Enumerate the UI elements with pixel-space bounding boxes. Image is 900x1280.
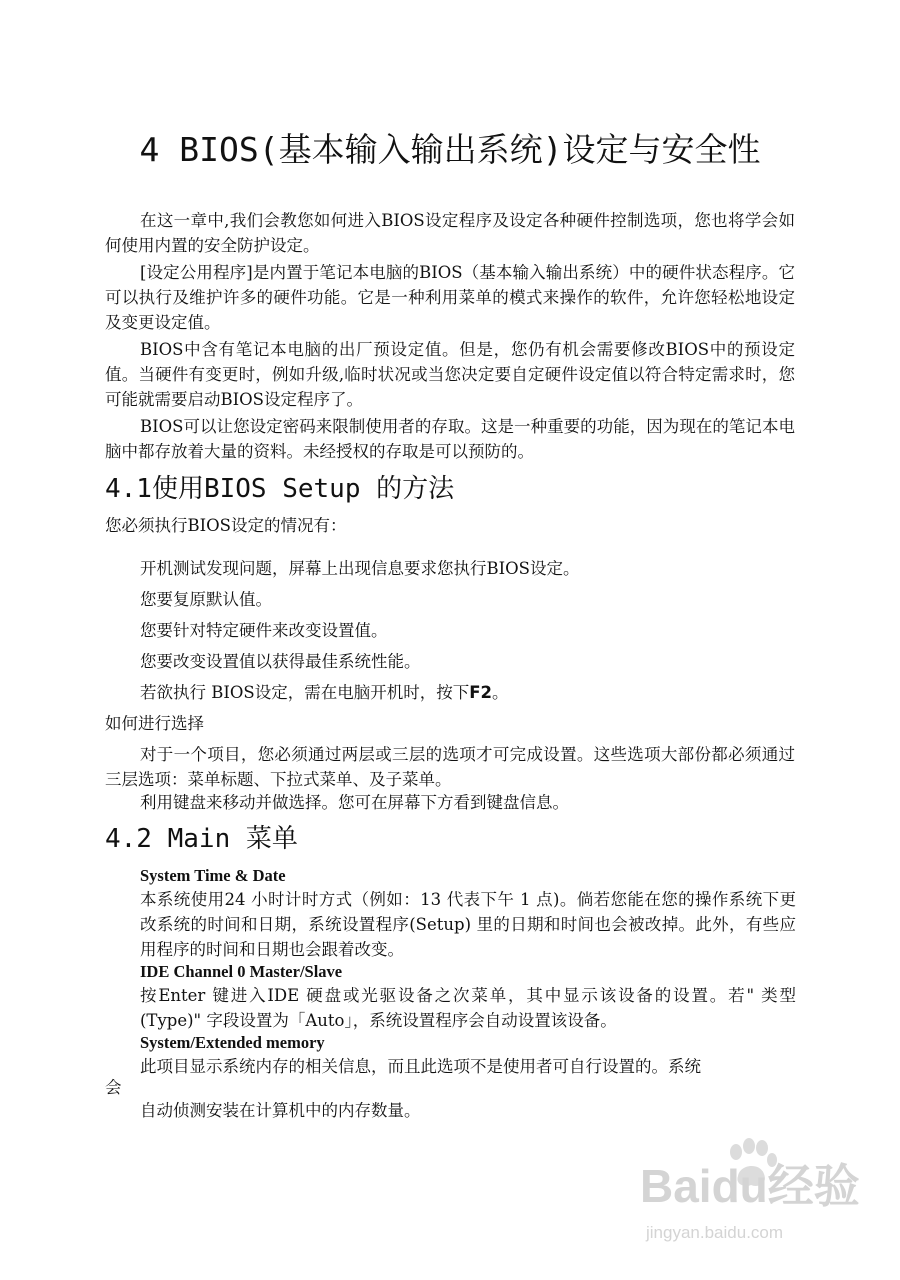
item-term-system-time: System Time & Date bbox=[140, 866, 286, 885]
intro-paragraph-3: BIOS中含有笔记本电脑的出厂预设定值。但是，您仍有机会需要修改BIOS中的预设定值。当硬件有变更时，例如升级,临时状况或当您决定要自定硬件设定值以符合特定需求时，您可能就需要启动BIOS设定程序了。 bbox=[105, 340, 795, 409]
item-desc-system-memory-wrap: 会 bbox=[105, 1078, 122, 1097]
item-term-ide-channel: IDE Channel 0 Master/Slave bbox=[140, 962, 343, 981]
f2-instruction-suffix: 。 bbox=[491, 683, 509, 702]
chapter-title: 4 BIOS(基本输入输出系统)设定与安全性 bbox=[139, 130, 761, 169]
list-item: 开机测试发现问题，屏幕上出现信息要求您执行BIOS设定。 bbox=[140, 559, 580, 578]
item-desc-ide-channel: 按Enter 键进入IDE 硬盘或光驱设备之次菜单，其中显示该设备的设置。若" 类型(Type)" 字段设置为「Auto」，系统设置程序会自动设置该设备。 bbox=[140, 986, 796, 1030]
selection-paragraph: 对于一个项目，您必须通过两层或三层的选项才可完成设置。这些选项大部份都必须通过三层选项：菜单标题、下拉式菜单、及子菜单。 bbox=[105, 745, 795, 789]
f2-instruction-prefix: 若欲执行 BIOS设定，需在电脑开机时，按下 bbox=[140, 683, 470, 702]
item-desc-system-time: 本系统使用24 小时计时方式（例如：13 代表下午 1 点)。倘若您能在您的操作系统下更改系统的时间和日期，系统设置程序(Setup) 里的日期和时间也会被改掉。此外，有些应用程序的时间和日期也会跟着改变。 bbox=[140, 890, 796, 959]
item-desc-system-memory-line2: 自动侦测安装在计算机中的内存数量。 bbox=[140, 1101, 421, 1120]
list-item: 您要改变设置值以获得最佳系统性能。 bbox=[140, 652, 421, 671]
section-4-2-heading: 4.2 Main 菜单 bbox=[105, 824, 298, 854]
item-term-system-memory: System/Extended memory bbox=[140, 1033, 325, 1052]
section-4-1-heading: 4.1使用BIOS Setup 的方法 bbox=[105, 474, 455, 504]
baidu-watermark bbox=[640, 1150, 860, 1260]
intro-paragraph-4: BIOS可以让您设定密码来限制使用者的存取。这是一种重要的功能，因为现在的笔记本电脑中都存放着大量的资料。未经授权的存取是可以预防的。 bbox=[105, 417, 795, 461]
intro-paragraph-2: [设定公用程序]是内置于笔记本电脑的BIOS（基本输入输出系统）中的硬件状态程序。它可以执行及维护许多的硬件功能。它是一种利用菜单的模式来操作的软件，允许您轻松地设定及变更设定值。 bbox=[105, 263, 795, 332]
list-item: 您要复原默认值。 bbox=[140, 590, 272, 609]
f2-instruction bbox=[140, 680, 508, 705]
item-desc-system-memory-line1: 此项目显示系统内存的相关信息，而且此选项不是使用者可自行设置的。系统 bbox=[140, 1057, 701, 1076]
list-item: 您要针对特定硬件来改变设置值。 bbox=[140, 621, 388, 640]
section-4-1-lead: 您必须执行BIOS设定的情况有： bbox=[105, 516, 347, 535]
f2-key: F2 bbox=[469, 683, 492, 702]
watermark-brand: Baidu经验 bbox=[640, 1160, 860, 1212]
keyboard-paragraph: 利用键盘来移动并做选择。您可在屏幕下方看到键盘信息。 bbox=[140, 793, 569, 812]
intro-paragraph-1: 在这一章中,我们会教您如何进入BIOS设定程序及设定各种硬件控制选项，您也将学会如何使用内置的安全防护设定。 bbox=[105, 211, 795, 255]
watermark-url: jingyan.baidu.com bbox=[646, 1223, 784, 1242]
selection-subheading: 如何进行选择 bbox=[105, 714, 204, 733]
